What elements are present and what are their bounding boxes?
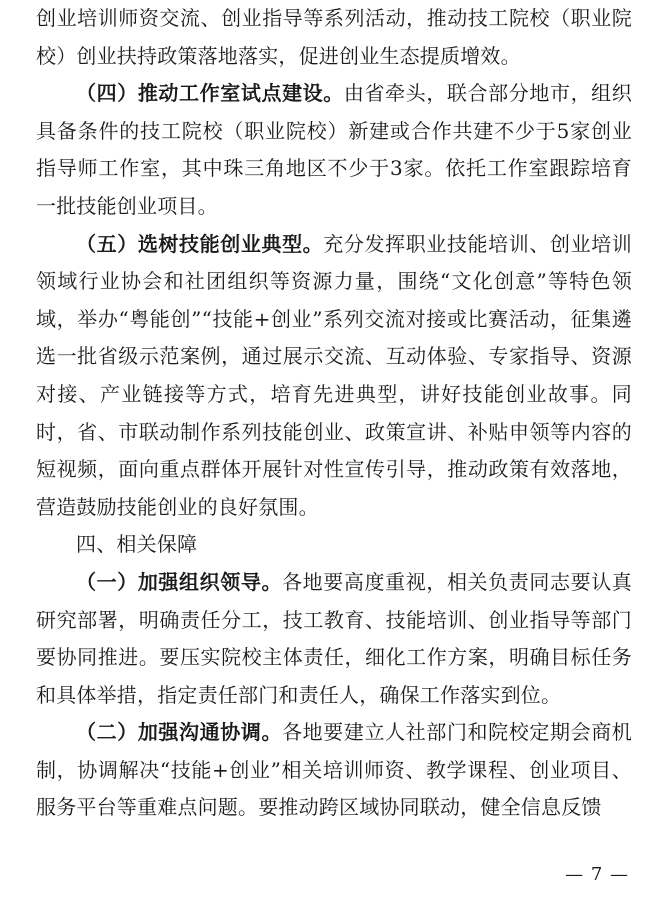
- paragraph-lead: （五）选树技能创业典型。: [76, 231, 324, 256]
- paragraph-lead: （二）加强沟通协调。: [76, 720, 283, 745]
- document-page: [36, 0, 632, 827]
- paragraph-continuation: [36, 0, 632, 75]
- paragraph-item-1: [36, 564, 632, 714]
- paragraph-text: 充分发挥职业技能培训、创业培训领域行业协会和社团组织等资源力量，围绕“文化创意”等特色领域，举办“粤能创”“技能+创业”系列交流对接或比赛活动，征集遴选一批省级示范案例，通过展示交流、互动体验、专家指导、资源对接、产业链接等方式，培育先进典型，讲好技能创业故事。同时，省、市联动制作系列技能创业、政策宣讲、补贴申领等内容的短视频，面向重点群体开展针对性宣传引导，推动政策有效落地，营造鼓励技能创业的良好氛围。: [36, 231, 633, 519]
- paragraph-item-4: [36, 75, 632, 225]
- page-number: — 7 —: [565, 864, 629, 885]
- paragraph-text: 各地要高度重视，相关负责同志要认真研究部署，明确责任分工，技工教育、技能培训、创业指导等部门要协同推进。要压实院校主体责任，细化工作方案，明确目标任务和具体举措，指定责任部门和责任人，确保工作落实到位。: [36, 569, 632, 707]
- paragraph-text: 由省牵头，联合部分地市，组织具备条件的技工院校（职业院校）新建或合作共建不少于5家创业指导师工作室，其中珠三角地区不少于3家。依托工作室跟踪培育一批技能创业项目。: [36, 81, 632, 218]
- paragraph-text: 创业培训师资交流、创业指导等系列活动，推动技工院校（职业院校）创业扶持政策落地落实，促进创业生态提质增效。: [36, 6, 632, 68]
- paragraph-lead: （四）推动工作室试点建设。: [76, 81, 344, 106]
- paragraph-item-5: [36, 226, 632, 527]
- section-heading: 四、相关保障: [76, 532, 198, 557]
- paragraph-text: 各地要建立人社部门和院校定期会商机制，协调解决“技能+创业”相关培训师资、教学课程、创业项目、服务平台等重难点问题。要推动跨区域协同联动，健全信息反馈: [36, 720, 632, 820]
- paragraph-item-2: [36, 714, 632, 827]
- paragraph-lead: （一）加强组织领导。: [76, 569, 283, 594]
